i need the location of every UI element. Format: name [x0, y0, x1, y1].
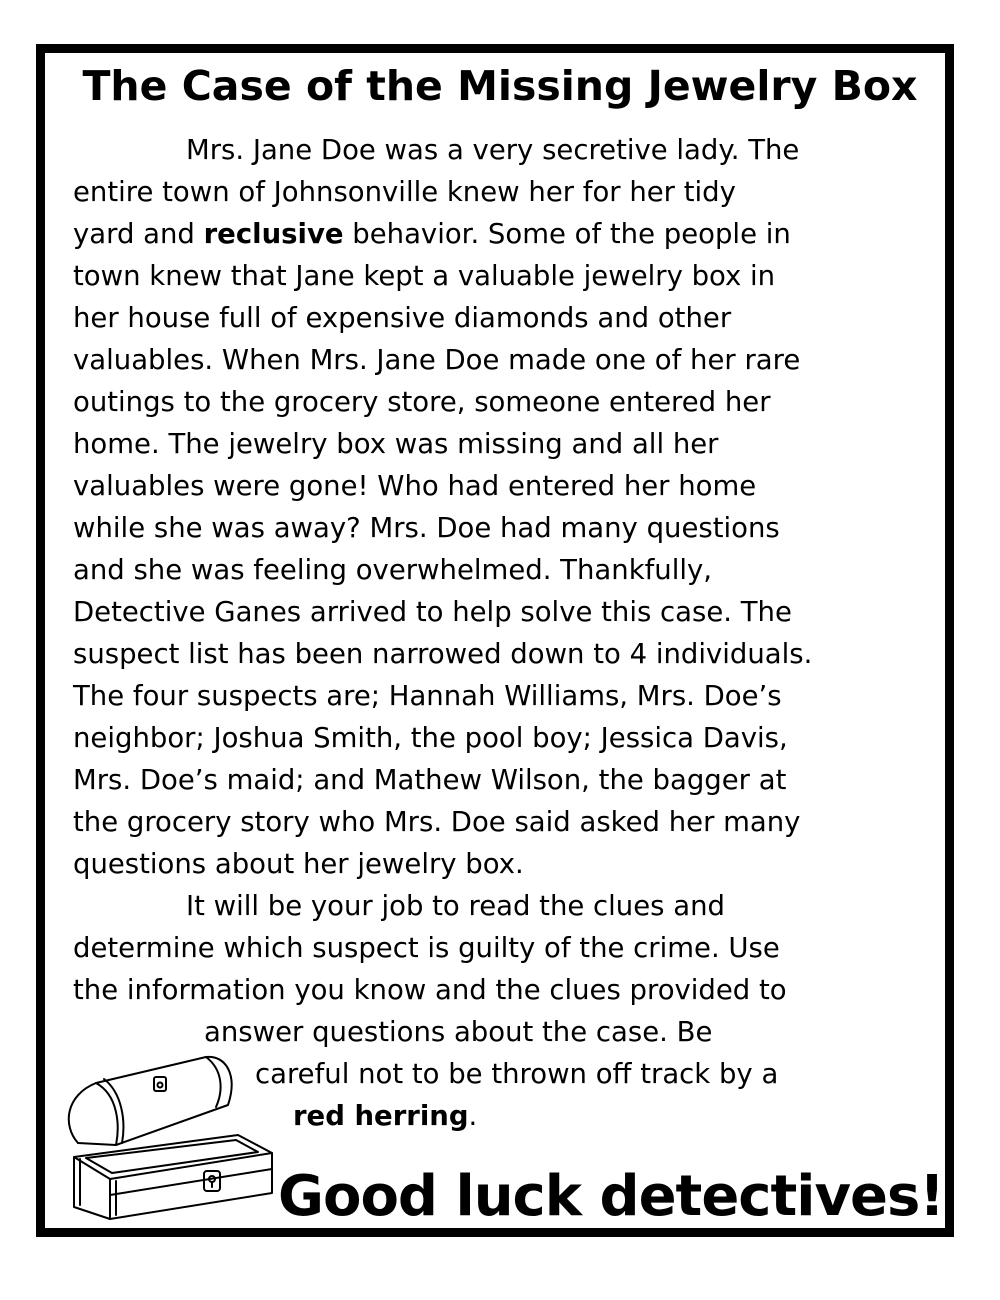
- story-line: the information you know and the clues provided to: [73, 974, 787, 1006]
- story-line: entire town of Johnsonville knew her for her tidy: [73, 176, 736, 208]
- story-line: and she was feeling overwhelmed. Thankfully,: [73, 554, 713, 586]
- story-line: suspect list has been narrowed down to 4 individuals.: [73, 638, 813, 670]
- line-suffix: behavior. Some of the people in: [352, 218, 791, 250]
- story-line: Mrs. Doe’s maid; and Mathew Wilson, the bagger at: [73, 764, 787, 796]
- story-line: while she was away? Mrs. Doe had many questions: [73, 512, 780, 544]
- story-line: The four suspects are; Hannah Williams, Mrs. Doe’s: [73, 680, 782, 712]
- vocab-word-reclusive: reclusive: [203, 218, 344, 250]
- story-line: Mrs. Jane Doe was a very secretive lady. The: [186, 134, 800, 166]
- story-line: questions about her jewelry box.: [73, 848, 524, 880]
- story-line: determine which suspect is guilty of the crime. Use: [73, 932, 780, 964]
- vocab-word-red-herring: red herring: [293, 1100, 469, 1132]
- story-line: home. The jewelry box was missing and all her: [73, 428, 719, 460]
- line-suffix: .: [468, 1100, 478, 1132]
- story-line: town knew that Jane kept a valuable jewelry box in: [73, 260, 776, 292]
- story-line: the grocery story who Mrs. Doe said asked her many: [73, 806, 801, 838]
- story-line: her house full of expensive diamonds and other: [73, 302, 732, 334]
- story-line: outings to the grocery store, someone entered her: [73, 386, 771, 418]
- story-line: [73, 217, 791, 251]
- story-line: neighbor; Joshua Smith, the pool boy; Jessica Davis,: [73, 722, 788, 754]
- treasure-chest-icon: [56, 1055, 278, 1220]
- story-line: [293, 1099, 477, 1133]
- closing-message: Good luck detectives!: [278, 1164, 944, 1229]
- story-line: careful not to be thrown off track by a: [255, 1058, 779, 1090]
- line-prefix: yard and: [73, 218, 204, 250]
- story-line: valuables were gone! Who had entered her home: [73, 470, 757, 502]
- story-line: valuables. When Mrs. Jane Doe made one of her rare: [73, 344, 801, 376]
- story-line: answer questions about the case. Be: [204, 1016, 713, 1048]
- page-title: The Case of the Missing Jewelry Box: [82, 62, 918, 110]
- story-line: Detective Ganes arrived to help solve this case. The: [73, 596, 792, 628]
- story-line: It will be your job to read the clues and: [186, 890, 725, 922]
